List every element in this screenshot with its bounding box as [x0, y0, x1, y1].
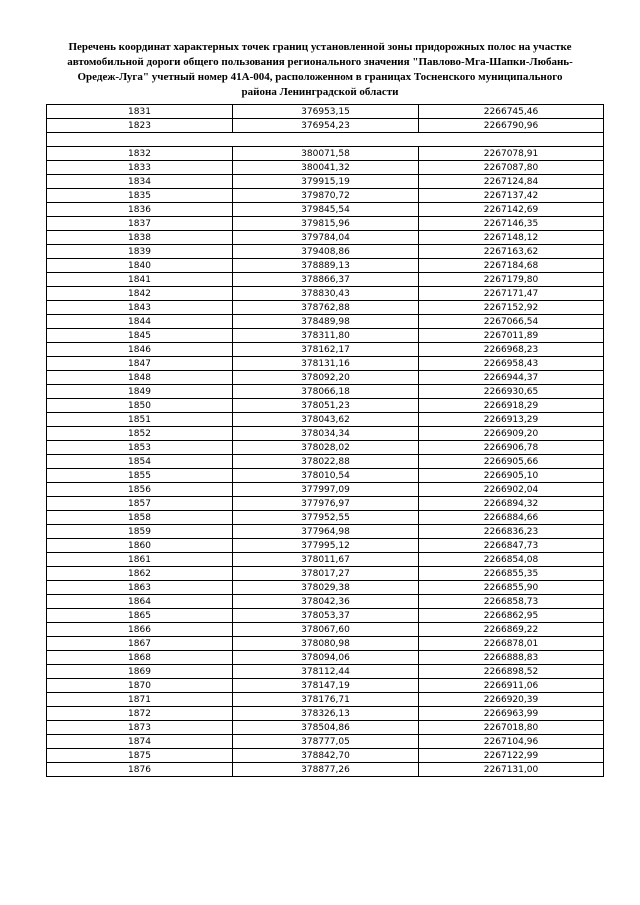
x-coordinate-cell: 378326,13	[233, 707, 419, 721]
y-coordinate-cell: 2267163,62	[419, 245, 604, 259]
y-coordinate-cell: 2266855,35	[419, 567, 604, 581]
y-coordinate-cell: 2267179,80	[419, 273, 604, 287]
x-coordinate-cell: 378762,88	[233, 301, 419, 315]
table-row	[47, 511, 604, 525]
x-coordinate-cell: 378011,67	[233, 553, 419, 567]
y-coordinate-cell: 2267148,12	[419, 231, 604, 245]
y-coordinate-cell: 2266918,29	[419, 399, 604, 413]
point-number-cell: 1872	[47, 707, 233, 721]
coordinates-table	[46, 104, 604, 777]
table-row	[47, 273, 604, 287]
table-row	[47, 217, 604, 231]
table-row	[47, 161, 604, 175]
table-row	[47, 595, 604, 609]
x-coordinate-cell: 378777,05	[233, 735, 419, 749]
x-coordinate-cell: 378112,44	[233, 665, 419, 679]
table-row	[47, 259, 604, 273]
point-number-cell: 1857	[47, 497, 233, 511]
table-row	[47, 721, 604, 735]
point-number-cell: 1848	[47, 371, 233, 385]
y-coordinate-cell: 2266878,01	[419, 637, 604, 651]
table-row	[47, 497, 604, 511]
x-coordinate-cell: 377952,55	[233, 511, 419, 525]
point-number-cell: 1854	[47, 455, 233, 469]
x-coordinate-cell: 377997,09	[233, 483, 419, 497]
y-coordinate-cell: 2266958,43	[419, 357, 604, 371]
x-coordinate-cell: 378877,26	[233, 763, 419, 777]
table-row	[47, 119, 604, 133]
point-number-cell: 1849	[47, 385, 233, 399]
table-row	[47, 399, 604, 413]
coordinates-table-body	[47, 105, 604, 777]
x-coordinate-cell: 379784,04	[233, 231, 419, 245]
point-number-cell: 1876	[47, 763, 233, 777]
table-row	[47, 637, 604, 651]
y-coordinate-cell: 2267124,84	[419, 175, 604, 189]
point-number-cell: 1842	[47, 287, 233, 301]
table-row	[47, 413, 604, 427]
table-row	[47, 105, 604, 119]
y-coordinate-cell: 2266888,83	[419, 651, 604, 665]
point-number-cell: 1875	[47, 749, 233, 763]
table-row	[47, 231, 604, 245]
x-coordinate-cell: 378010,54	[233, 469, 419, 483]
table-row	[47, 581, 604, 595]
y-coordinate-cell: 2267137,42	[419, 189, 604, 203]
y-coordinate-cell: 2267104,96	[419, 735, 604, 749]
y-coordinate-cell: 2267122,99	[419, 749, 604, 763]
x-coordinate-cell: 378162,17	[233, 343, 419, 357]
y-coordinate-cell: 2266854,08	[419, 553, 604, 567]
table-row	[47, 469, 604, 483]
x-coordinate-cell: 378034,34	[233, 427, 419, 441]
point-number-cell: 1873	[47, 721, 233, 735]
x-coordinate-cell: 378094,06	[233, 651, 419, 665]
point-number-cell: 1839	[47, 245, 233, 259]
y-coordinate-cell: 2266930,65	[419, 385, 604, 399]
y-coordinate-cell: 2266902,04	[419, 483, 604, 497]
table-row	[47, 203, 604, 217]
title-line-2: автомобильной дороги общего пользования регионального значения "Павлово-Мга-Шапки-Любань-	[67, 56, 573, 68]
table-row	[47, 539, 604, 553]
point-number-cell: 1843	[47, 301, 233, 315]
x-coordinate-cell: 376954,23	[233, 119, 419, 133]
x-coordinate-cell: 378080,98	[233, 637, 419, 651]
table-row	[47, 315, 604, 329]
table-row	[47, 707, 604, 721]
table-row	[47, 763, 604, 777]
x-coordinate-cell: 378053,37	[233, 609, 419, 623]
point-number-cell: 1865	[47, 609, 233, 623]
x-coordinate-cell: 378489,98	[233, 315, 419, 329]
x-coordinate-cell: 379870,72	[233, 189, 419, 203]
y-coordinate-cell: 2266905,66	[419, 455, 604, 469]
point-number-cell: 1845	[47, 329, 233, 343]
x-coordinate-cell: 378017,27	[233, 567, 419, 581]
x-coordinate-cell: 378131,16	[233, 357, 419, 371]
y-coordinate-cell: 2267131,00	[419, 763, 604, 777]
table-row	[47, 189, 604, 203]
table-row	[47, 385, 604, 399]
point-number-cell: 1852	[47, 427, 233, 441]
x-coordinate-cell: 380041,32	[233, 161, 419, 175]
x-coordinate-cell: 379408,86	[233, 245, 419, 259]
table-row	[47, 371, 604, 385]
table-row	[47, 693, 604, 707]
y-coordinate-cell: 2266968,23	[419, 343, 604, 357]
point-number-cell: 1863	[47, 581, 233, 595]
y-coordinate-cell: 2267078,91	[419, 147, 604, 161]
x-coordinate-cell: 379815,96	[233, 217, 419, 231]
point-number-cell: 1868	[47, 651, 233, 665]
title-line-3: Оредеж-Луга" учетный номер 41А-004, расположенном в границах Тосненского муниципального	[77, 71, 563, 83]
y-coordinate-cell: 2266913,29	[419, 413, 604, 427]
table-row	[47, 357, 604, 371]
table-row	[47, 651, 604, 665]
table-row	[47, 343, 604, 357]
point-number-cell: 1835	[47, 189, 233, 203]
point-number-cell: 1834	[47, 175, 233, 189]
point-number-cell: 1846	[47, 343, 233, 357]
point-number-cell: 1870	[47, 679, 233, 693]
table-row	[47, 553, 604, 567]
x-coordinate-cell: 378176,71	[233, 693, 419, 707]
table-row	[47, 287, 604, 301]
x-coordinate-cell: 378147,19	[233, 679, 419, 693]
y-coordinate-cell: 2266858,73	[419, 595, 604, 609]
point-number-cell: 1833	[47, 161, 233, 175]
x-coordinate-cell: 380071,58	[233, 147, 419, 161]
point-number-cell: 1847	[47, 357, 233, 371]
point-number-cell: 1867	[47, 637, 233, 651]
table-row	[47, 623, 604, 637]
y-coordinate-cell: 2266963,99	[419, 707, 604, 721]
x-coordinate-cell: 379845,54	[233, 203, 419, 217]
table-row	[47, 567, 604, 581]
x-coordinate-cell: 378092,20	[233, 371, 419, 385]
y-coordinate-cell: 2267142,69	[419, 203, 604, 217]
x-coordinate-cell: 378043,62	[233, 413, 419, 427]
x-coordinate-cell: 378889,13	[233, 259, 419, 273]
x-coordinate-cell: 378028,02	[233, 441, 419, 455]
y-coordinate-cell: 2266920,39	[419, 693, 604, 707]
x-coordinate-cell: 378029,38	[233, 581, 419, 595]
table-row	[47, 427, 604, 441]
point-number-cell: 1840	[47, 259, 233, 273]
y-coordinate-cell: 2266847,73	[419, 539, 604, 553]
table-row	[47, 749, 604, 763]
x-coordinate-cell: 378866,37	[233, 273, 419, 287]
point-number-cell: 1836	[47, 203, 233, 217]
point-number-cell: 1869	[47, 665, 233, 679]
point-number-cell: 1864	[47, 595, 233, 609]
point-number-cell: 1861	[47, 553, 233, 567]
y-coordinate-cell: 2266836,23	[419, 525, 604, 539]
point-number-cell: 1851	[47, 413, 233, 427]
x-coordinate-cell: 378504,86	[233, 721, 419, 735]
title-line-1: Перечень координат характерных точек границ установленной зоны придорожных полос на участке	[68, 41, 572, 53]
y-coordinate-cell: 2267184,68	[419, 259, 604, 273]
x-coordinate-cell: 378066,18	[233, 385, 419, 399]
y-coordinate-cell: 2266884,66	[419, 511, 604, 525]
point-number-cell: 1856	[47, 483, 233, 497]
point-number-cell: 1862	[47, 567, 233, 581]
table-row	[47, 679, 604, 693]
point-number-cell: 1850	[47, 399, 233, 413]
table-row	[47, 525, 604, 539]
x-coordinate-cell: 378842,70	[233, 749, 419, 763]
x-coordinate-cell: 377964,98	[233, 525, 419, 539]
point-number-cell: 1831	[47, 105, 233, 119]
y-coordinate-cell: 2266906,78	[419, 441, 604, 455]
point-number-cell: 1860	[47, 539, 233, 553]
point-number-cell: 1844	[47, 315, 233, 329]
point-number-cell: 1866	[47, 623, 233, 637]
y-coordinate-cell: 2266905,10	[419, 469, 604, 483]
y-coordinate-cell: 2267171,47	[419, 287, 604, 301]
y-coordinate-cell: 2267152,92	[419, 301, 604, 315]
separator-cell	[47, 133, 604, 147]
y-coordinate-cell: 2267011,89	[419, 329, 604, 343]
point-number-cell: 1874	[47, 735, 233, 749]
y-coordinate-cell: 2266911,06	[419, 679, 604, 693]
x-coordinate-cell: 378042,36	[233, 595, 419, 609]
point-number-cell: 1871	[47, 693, 233, 707]
x-coordinate-cell: 378022,88	[233, 455, 419, 469]
table-row	[47, 147, 604, 161]
table-row	[47, 609, 604, 623]
y-coordinate-cell: 2266862,95	[419, 609, 604, 623]
table-row	[47, 175, 604, 189]
point-number-cell: 1832	[47, 147, 233, 161]
table-row	[47, 301, 604, 315]
x-coordinate-cell: 377995,12	[233, 539, 419, 553]
point-number-cell: 1823	[47, 119, 233, 133]
x-coordinate-cell: 378830,43	[233, 287, 419, 301]
y-coordinate-cell: 2267146,35	[419, 217, 604, 231]
point-number-cell: 1855	[47, 469, 233, 483]
point-number-cell: 1859	[47, 525, 233, 539]
table-row	[47, 245, 604, 259]
table-row	[47, 329, 604, 343]
x-coordinate-cell: 378311,80	[233, 329, 419, 343]
x-coordinate-cell: 376953,15	[233, 105, 419, 119]
y-coordinate-cell: 2266909,20	[419, 427, 604, 441]
y-coordinate-cell: 2266855,90	[419, 581, 604, 595]
point-number-cell: 1838	[47, 231, 233, 245]
y-coordinate-cell: 2266745,46	[419, 105, 604, 119]
y-coordinate-cell: 2266898,52	[419, 665, 604, 679]
y-coordinate-cell: 2267087,80	[419, 161, 604, 175]
table-row	[47, 483, 604, 497]
title-line-4: района Ленинградской области	[241, 86, 399, 98]
table-row	[47, 665, 604, 679]
point-number-cell: 1841	[47, 273, 233, 287]
y-coordinate-cell: 2266790,96	[419, 119, 604, 133]
document-title	[40, 40, 600, 100]
x-coordinate-cell: 378067,60	[233, 623, 419, 637]
y-coordinate-cell: 2267018,80	[419, 721, 604, 735]
y-coordinate-cell: 2267066,54	[419, 315, 604, 329]
table-row	[47, 455, 604, 469]
y-coordinate-cell: 2266944,37	[419, 371, 604, 385]
x-coordinate-cell: 377976,97	[233, 497, 419, 511]
point-number-cell: 1853	[47, 441, 233, 455]
table-row	[47, 735, 604, 749]
table-row	[47, 441, 604, 455]
point-number-cell: 1837	[47, 217, 233, 231]
y-coordinate-cell: 2266869,22	[419, 623, 604, 637]
separator-row	[47, 133, 604, 147]
y-coordinate-cell: 2266894,32	[419, 497, 604, 511]
point-number-cell: 1858	[47, 511, 233, 525]
x-coordinate-cell: 378051,23	[233, 399, 419, 413]
x-coordinate-cell: 379915,19	[233, 175, 419, 189]
